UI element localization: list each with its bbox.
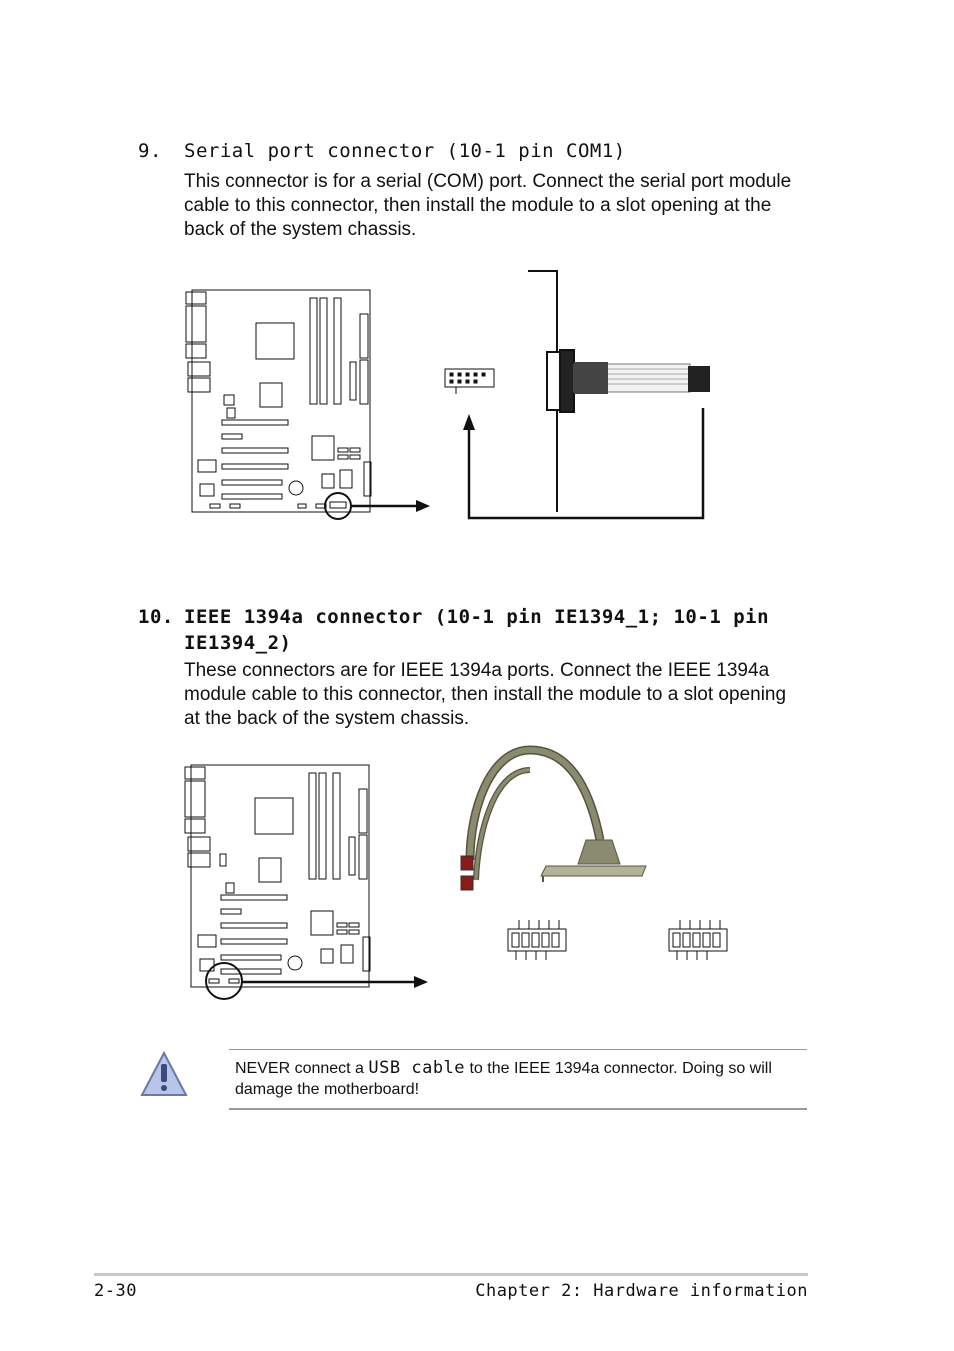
note-usb-cable: USB cable [368,1058,466,1078]
warning-note [229,1049,807,1110]
section-9-body: This connector is for a serial (COM) port. Connect the serial port module cable to this connector, then install the module to a slot opening at the back of the system chassis. [184,171,792,240]
section-10-heading [138,604,769,656]
warning-note-text [235,1058,805,1100]
note-pre: NEVER connect a [235,1060,369,1077]
ieee1394-cable [461,750,646,890]
motherboard-layout-top [186,290,371,512]
ie1394-1-pin-header [508,920,566,960]
footer-rule [94,1273,808,1276]
section-9-heading [138,140,626,162]
com1-location-marker [325,493,351,519]
motherboard-layout-bottom [185,765,370,987]
section-10-number: 10. [138,606,174,628]
section-10-body: These connectors are for IEEE 1394a ports. Connect the IEEE 1394a module cable to this connector, then install the module to a slot opening at the back of the system chassis. [184,660,787,729]
section-9-number: 9. [138,140,162,162]
ieee1394-location-marker [206,963,242,999]
ie1394-2-pin-header [669,920,727,960]
footer-page-number: 2-30 [94,1281,137,1301]
section-9-title: Serial port connector (10-1 pin COM1) [184,140,626,162]
serial-bracket [528,271,574,512]
note-post: to the IEEE 1394a connector. Doing so will damage the motherboard! [235,1060,772,1098]
section-10-title-line1: IEEE 1394a connector (10-1 pin IE1394_1; 10-1 pin [184,606,770,628]
footer-chapter: Chapter 2: Hardware information [475,1281,808,1301]
serial-ribbon-cable [574,362,710,394]
section-10-title-line2: IE1394_2) [184,632,292,654]
com1-pin-header [445,369,494,394]
warning-triangle-icon [142,1053,186,1095]
